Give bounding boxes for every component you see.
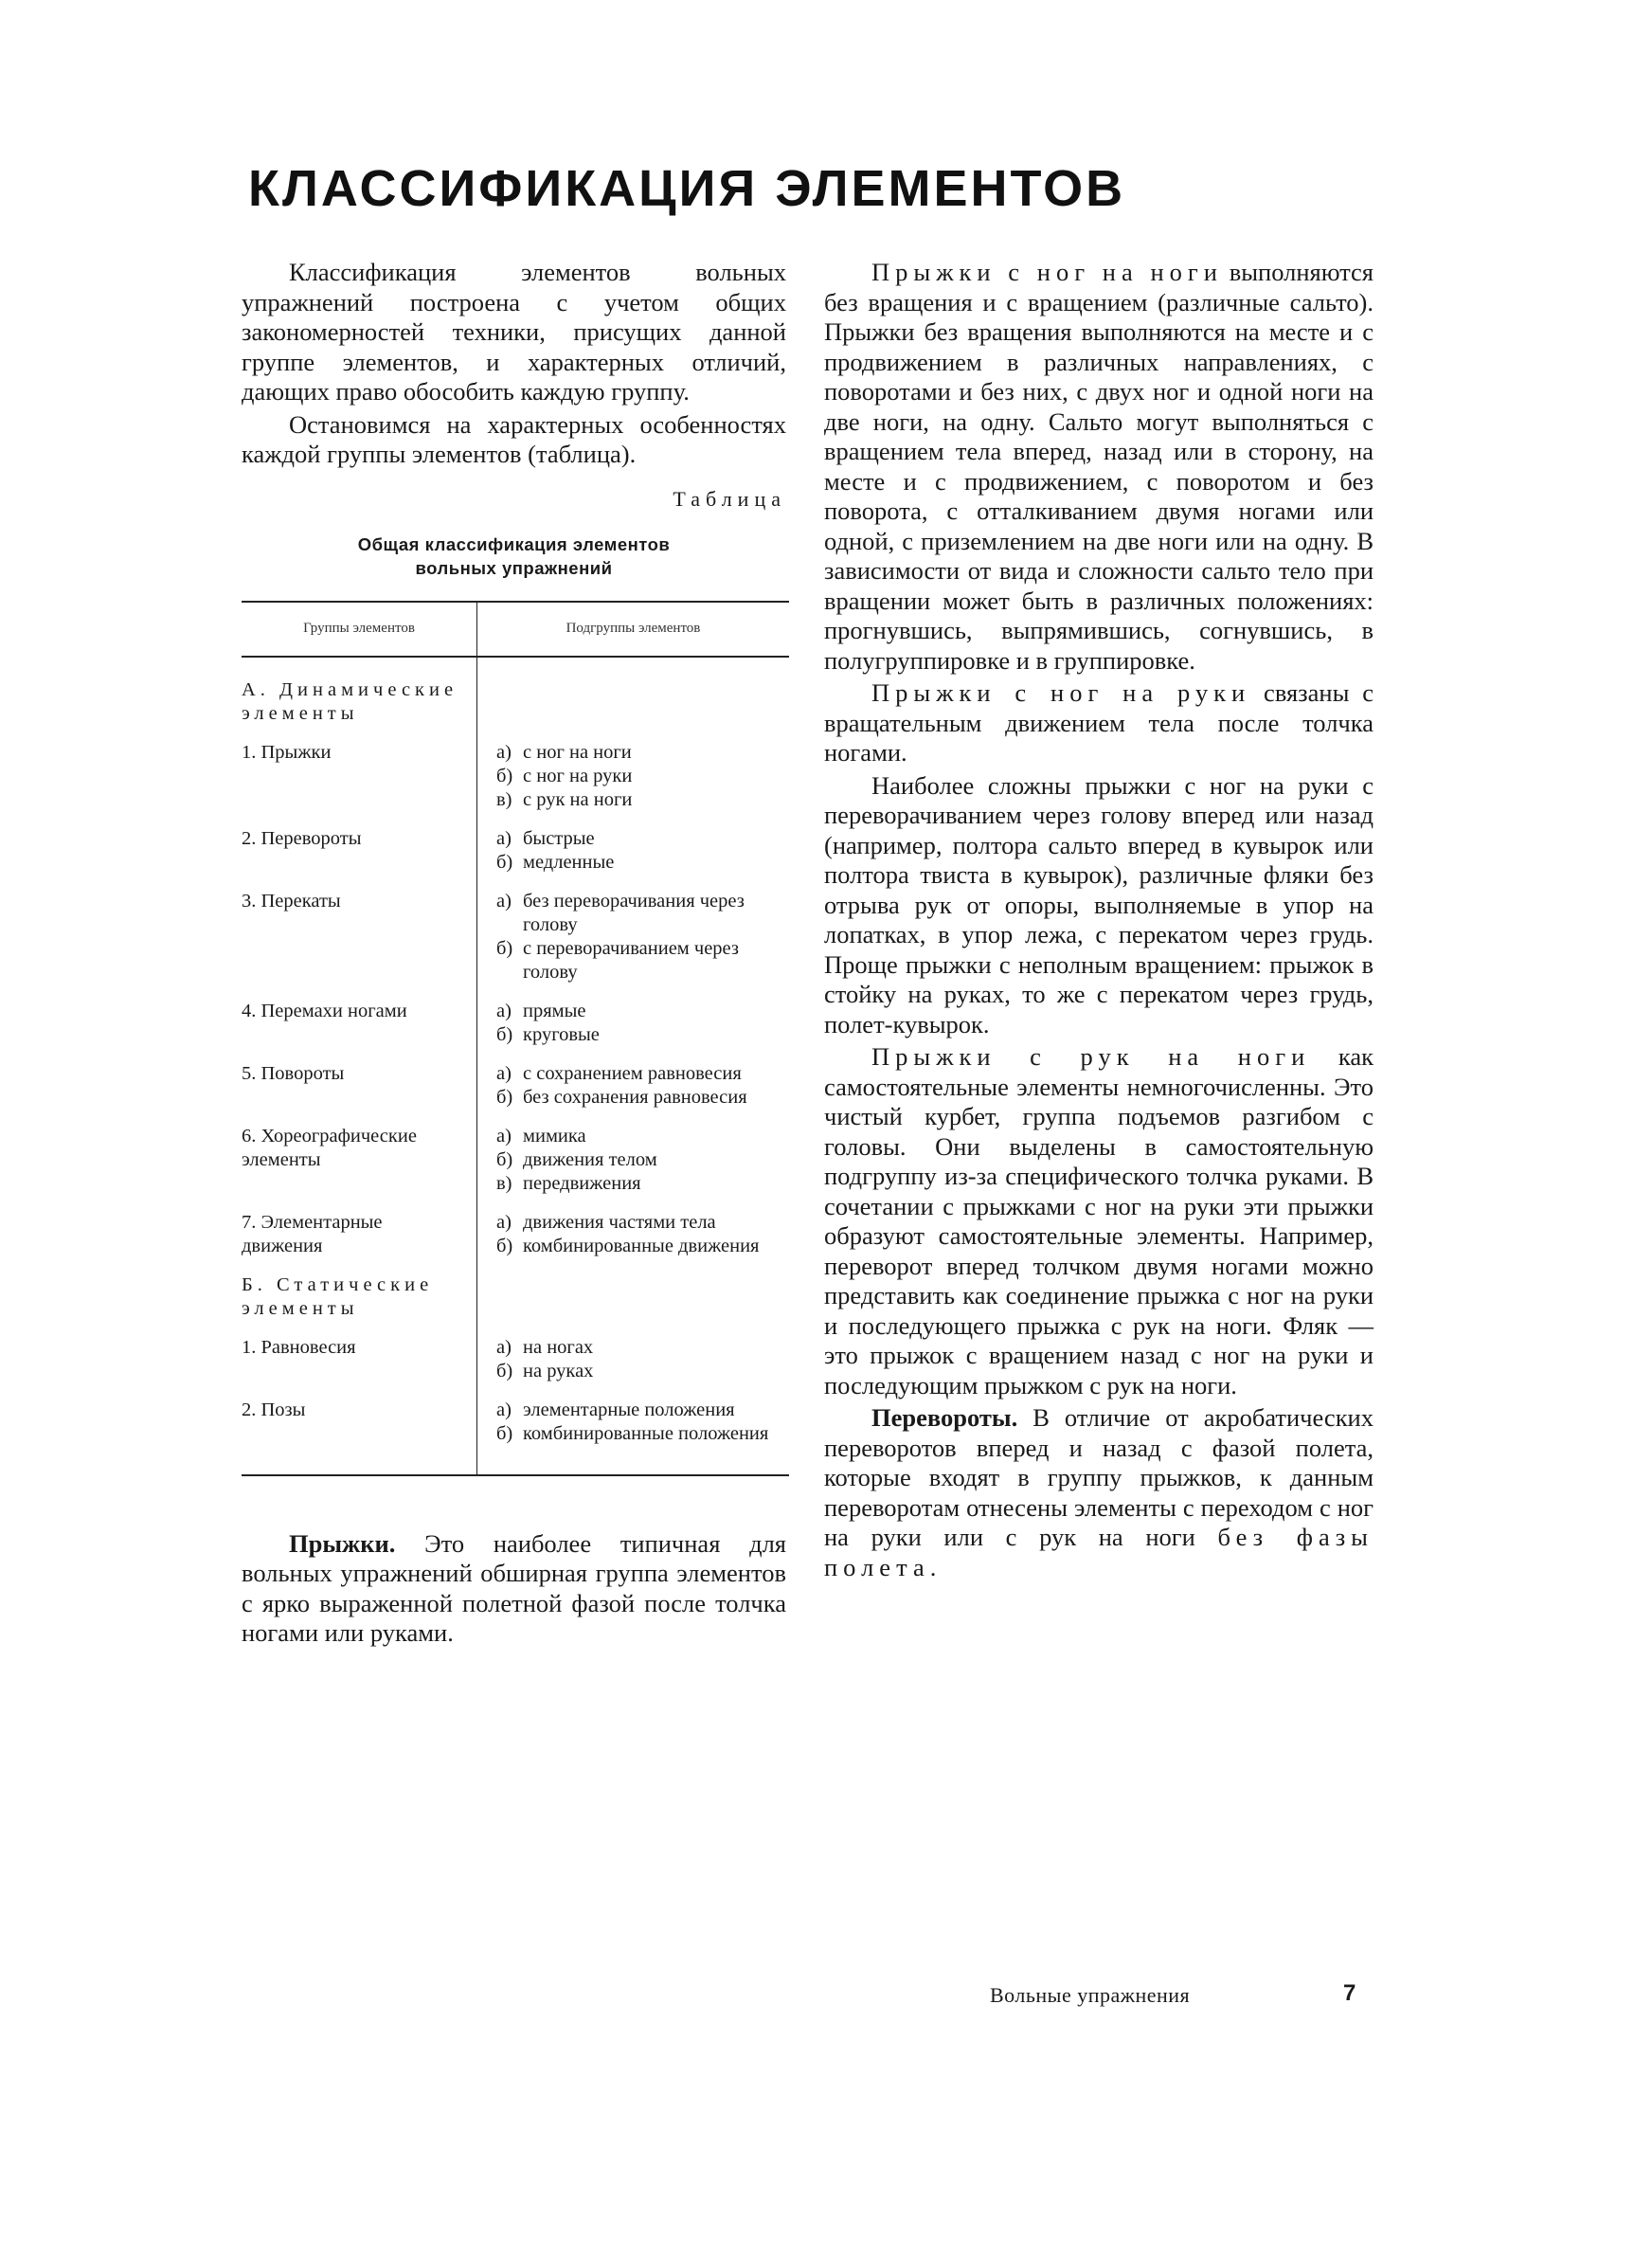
header-groups: Группы элементов	[242, 602, 477, 657]
table-row	[242, 1000, 789, 1062]
group-name: 5. Повороты	[242, 1062, 477, 1125]
table-label: Таблица	[673, 486, 786, 511]
table-caption	[242, 533, 786, 580]
group-name: 6. Хореографические элементы	[242, 1125, 477, 1211]
group-name: 1. Прыжки	[242, 741, 477, 827]
subgroup-item: б) комбинированные положения	[496, 1422, 769, 1444]
running-title: Вольные упражнения	[990, 1983, 1191, 2007]
jumps-hands-to-feet-text: как самостоятельные элементы немногочисленны. Это чистый курбет, группа подъемов разгибом с головы. Они выделены в самостоятельную подгруппу из-за специфического толчка руками. В сочетании с прыжками с ног на руки эти прыжки образуют самостоятельные элементы. Например, переворот вперед толчком двумя ногами можно представить как соединение прыжка с ног на руки и последующего прыжка с рук на ноги. Фляк — это прыжок с вращением назад с ног на руки и последующим прыжком с рук на ноги.	[824, 1042, 1374, 1399]
jumps-feet-to-feet-lead: Прыжки с ног на ноги	[871, 258, 1223, 286]
jumps-feet-to-hands-lead: Прыжки с ног на руки	[871, 678, 1251, 707]
table-row	[242, 890, 789, 1000]
subgroup-item: в) передвижения	[496, 1172, 641, 1194]
jumps-feet-to-hands-paragraph	[824, 678, 1374, 768]
page-number: 7	[1343, 1980, 1356, 2006]
section-b-heading: Б. Статические элементы	[242, 1273, 477, 1336]
classification-table	[242, 601, 789, 1476]
table-row	[242, 741, 789, 827]
intro-paragraph-1: Классификация элементов вольных упражнений построена с учетом общих закономерностей техники, присущих данной группе элементов, и характерных отличий, дающих право обособить каждую группу.	[242, 258, 786, 406]
group-name: 4. Перемахи ногами	[242, 1000, 477, 1062]
flips-heading: Перевороты.	[871, 1403, 1018, 1432]
subgroup-item: в) с рук на ноги	[496, 788, 633, 810]
header-subgroups: Подгруппы элементов	[477, 602, 790, 657]
section-a-heading: А. Динамические элементы	[242, 657, 477, 741]
flips-spaced-text: без фазы полета.	[824, 1523, 1374, 1581]
subgroup-item: а) на ногах	[496, 1336, 594, 1358]
table-caption-line-2: вольных упражнений	[415, 557, 613, 578]
subgroup-item: а) с ног на ноги	[496, 741, 632, 763]
subgroup-item: а) быстрые	[496, 827, 595, 849]
subgroup-item: б) движения телом	[496, 1148, 657, 1170]
subgroup-item: б) круговые	[496, 1023, 600, 1045]
jumps-feet-to-hands-text: связаны с вращательным движением тела после толчка ногами.	[824, 678, 1374, 767]
group-name: 2. Перевороты	[242, 827, 477, 890]
left-column	[242, 258, 786, 1649]
subgroup-item: а) без переворачивания через голову	[496, 890, 745, 935]
subgroup-item: б) без сохранения равновесия	[496, 1086, 747, 1108]
table-row	[242, 1211, 789, 1273]
subgroup-item: а) элементарные положения	[496, 1399, 735, 1420]
subgroup-item: а) прямые	[496, 1000, 586, 1021]
flips-paragraph	[824, 1403, 1374, 1582]
jumps-feet-to-feet-text: выполняются без вращения и с вращением (различные сальто). Прыжки без вращения выполняются на месте и с продвижением в различных направлениях, с поворотами и без них, с двух ног и одной ноги на две ноги, на одну. Сальто могут выполняться с вращением тела вперед, назад или в сторону, на месте и с продвижением, с поворотом и без поворота, с отталкиванием двумя ногами или одной, с приземлением на две ноги или на одну. В зависимости от вида и сложности сальто тело при вращении может быть в различных положениях: прогнувшись, выпрямившись, согнувшись, в полугруппировке и в группировке.	[824, 258, 1374, 675]
table-row	[242, 1062, 789, 1125]
subgroup-item: б) медленные	[496, 851, 615, 873]
page-title: КЛАССИФИКАЦИЯ ЭЛЕМЕНТОВ	[248, 160, 1126, 217]
jumps-paragraph	[242, 1529, 786, 1649]
group-name: 2. Позы	[242, 1399, 477, 1475]
group-name: 7. Элементарные движения	[242, 1211, 477, 1273]
table-row	[242, 1336, 789, 1399]
complex-jumps-paragraph: Наиболее сложны прыжки с ног на руки с переворачиванием через голову вперед или назад (например, полтора сальто вперед в кувырок или полтора твиста в кувырок), различные фляки без отрыва рук от опоры, выполняемые в упор на лопатках, в упор лежа, с перекатом через грудь. Проще прыжки с неполным вращением: прыжок в стойку на руках, то же с перекатом через грудь, полет-кувырок.	[824, 770, 1374, 1038]
group-name: 1. Равновесия	[242, 1336, 477, 1399]
group-name: 3. Перекаты	[242, 890, 477, 1000]
jumps-hands-to-feet-lead: Прыжки с рук на ноги	[871, 1042, 1311, 1071]
subgroup-item: б) комбинированные движения	[496, 1235, 760, 1256]
jumps-text: Это наиболее типичная для вольных упражнений обширная группа элементов с ярко выраженной полетной фазой после толчка ногами или руками.	[242, 1528, 786, 1647]
jumps-feet-to-feet-paragraph	[824, 258, 1374, 676]
subgroup-item: а) с сохранением равновесия	[496, 1062, 742, 1084]
subgroup-item: а) движения частями тела	[496, 1211, 716, 1233]
flips-text: В отличие от акробатических переворотов вперед и назад с фазой полета, которые входят в группу прыжков, к данным переворотам отнесены элементы с переходом с ног на руки или с рук на ноги	[824, 1403, 1374, 1551]
subgroup-item: б) на руках	[496, 1360, 594, 1381]
jumps-hands-to-feet-paragraph	[824, 1042, 1374, 1400]
table-row	[242, 827, 789, 890]
subgroup-item: б) с ног на руки	[496, 765, 633, 786]
jumps-heading: Прыжки.	[289, 1528, 396, 1558]
intro-paragraph-2: Остановимся на характерных особенностях каждой группы элементов (таблица).	[242, 409, 786, 468]
subgroup-item: а) мимика	[496, 1125, 586, 1147]
table-row	[242, 1125, 789, 1211]
table-caption-line-1: Общая классификация элементов	[357, 533, 671, 554]
right-column	[824, 258, 1374, 1582]
table-row	[242, 1399, 789, 1475]
subgroup-item: б) с переворачиванием через голову	[496, 937, 739, 983]
